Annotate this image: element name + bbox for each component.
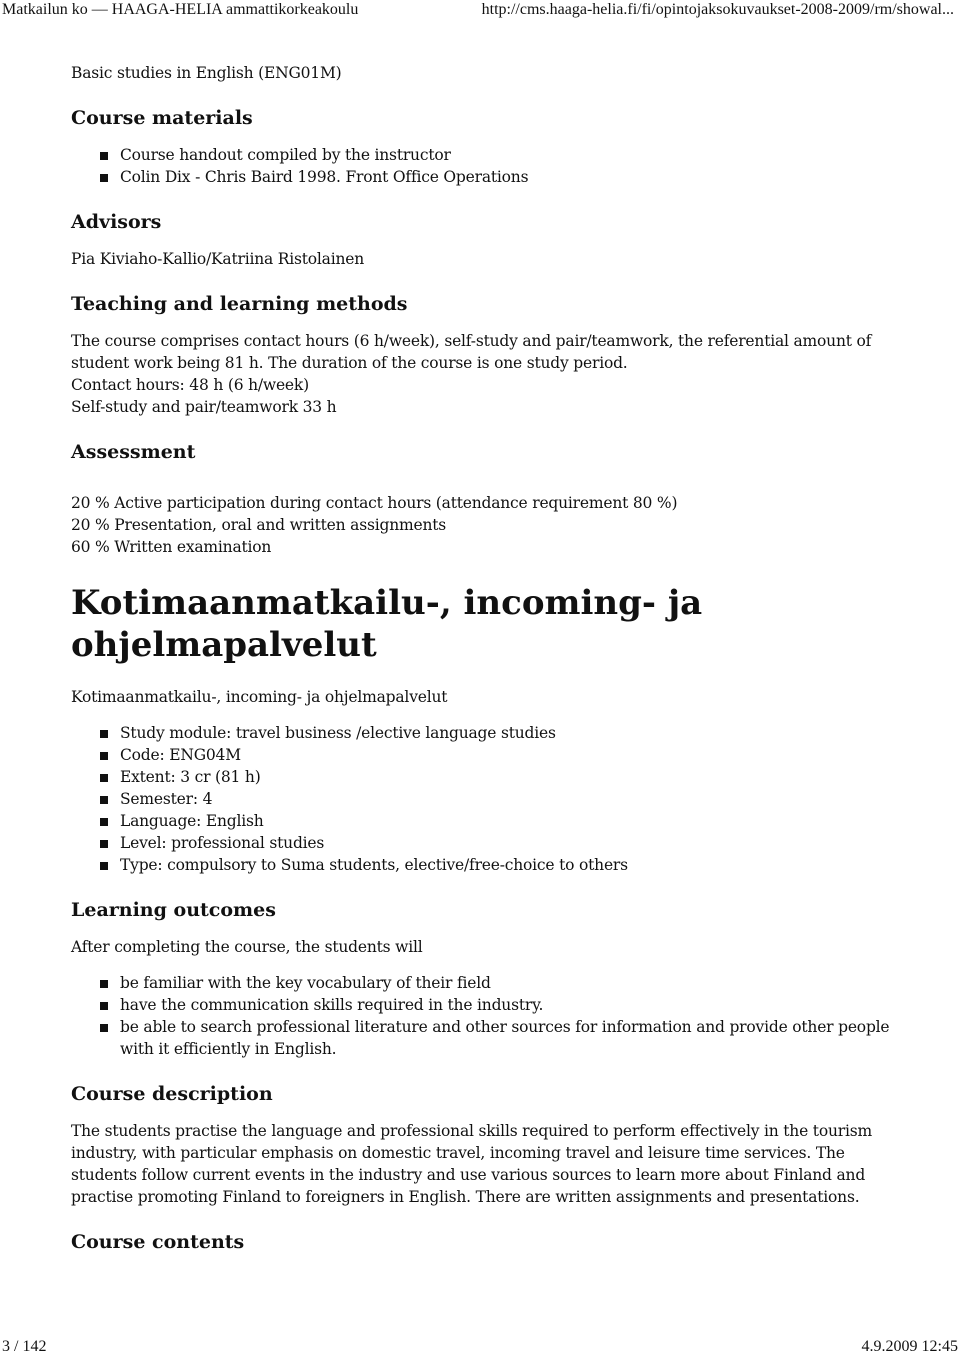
- teaching-paragraph: The course comprises contact hours (6 h/week), self-study and pair/teamwork, the referential amount of student work being 81 h. The duration of the course is one study period.: [71, 332, 872, 372]
- list-item: Level: professional studies: [120, 832, 901, 854]
- list-item: Course handout compiled by the instructor: [120, 144, 901, 166]
- course-details-list: [71, 722, 901, 876]
- page-number: 3 / 142: [2, 1338, 47, 1355]
- learning-outcomes-list: [71, 972, 901, 1060]
- learning-outcomes-intro: After completing the course, the students will: [71, 938, 423, 956]
- self-study-line: Self-study and pair/teamwork 33 h: [71, 398, 337, 416]
- assessment-line: 20 % Active participation during contact hours (attendance requirement 80 %): [71, 494, 678, 512]
- advisors-heading: Advisors: [71, 211, 162, 233]
- course-subtitle: Kotimaanmatkailu-, incoming- ja ohjelmapalvelut: [71, 688, 448, 706]
- page-content: [71, 62, 901, 1268]
- course-title: Kotimaanmatkailu-, incoming- ja ohjelmapalvelut: [71, 583, 703, 665]
- list-item: Semester: 4: [120, 788, 901, 810]
- advisors-text: Pia Kiviaho-Kallio/Katriina Ristolainen: [71, 250, 365, 268]
- print-datetime: 4.9.2009 12:45: [861, 1338, 958, 1355]
- list-item: Colin Dix - Chris Baird 1998. Front Office Operations: [120, 166, 901, 188]
- list-item: Code: ENG04M: [120, 744, 901, 766]
- course-description-text: The students practise the language and professional skills required to perform effectively in the tourism industry, with particular emphasis on domestic travel, incoming travel and leisure time services. The students follow current events in the industry and use various sources to learn more about Finland and practise promoting Finland to foreigners in English. There are written assignments and presentations.: [71, 1122, 872, 1206]
- print-footer: [0, 1338, 960, 1356]
- contact-hours-line: Contact hours: 48 h (6 h/week): [71, 376, 309, 394]
- list-item: Type: compulsory to Suma students, elective/free-choice to others: [120, 854, 901, 876]
- course-materials-heading: Course materials: [71, 107, 253, 129]
- assessment-heading: Assessment: [71, 441, 196, 463]
- teaching-heading: Teaching and learning methods: [71, 293, 408, 315]
- learning-outcomes-heading: Learning outcomes: [71, 899, 276, 921]
- print-header: [0, 0, 960, 20]
- assessment-line: 20 % Presentation, oral and written assignments: [71, 516, 447, 534]
- page-url: http://cms.haaga-helia.fi/fi/opintojaksokuvaukset-2008-2009/rm/showal...: [481, 1, 954, 18]
- course-materials-list: [71, 144, 901, 188]
- list-item: Study module: travel business /elective language studies: [120, 722, 901, 744]
- page-title: Matkailun ko — HAAGA-HELIA ammattikorkeakoulu: [2, 1, 359, 18]
- list-item: be familiar with the key vocabulary of their field: [120, 972, 901, 994]
- course-contents-heading: Course contents: [71, 1231, 245, 1253]
- assessment-line: 60 % Written examination: [71, 538, 272, 556]
- list-item: be able to search professional literature and other sources for information and provide other people with it efficiently in English.: [120, 1016, 901, 1060]
- list-item: Language: English: [120, 810, 901, 832]
- list-item: Extent: 3 cr (81 h): [120, 766, 901, 788]
- prerequisites-text: Basic studies in English (ENG01M): [71, 64, 342, 82]
- list-item: have the communication skills required in the industry.: [120, 994, 901, 1016]
- course-description-heading: Course description: [71, 1083, 273, 1105]
